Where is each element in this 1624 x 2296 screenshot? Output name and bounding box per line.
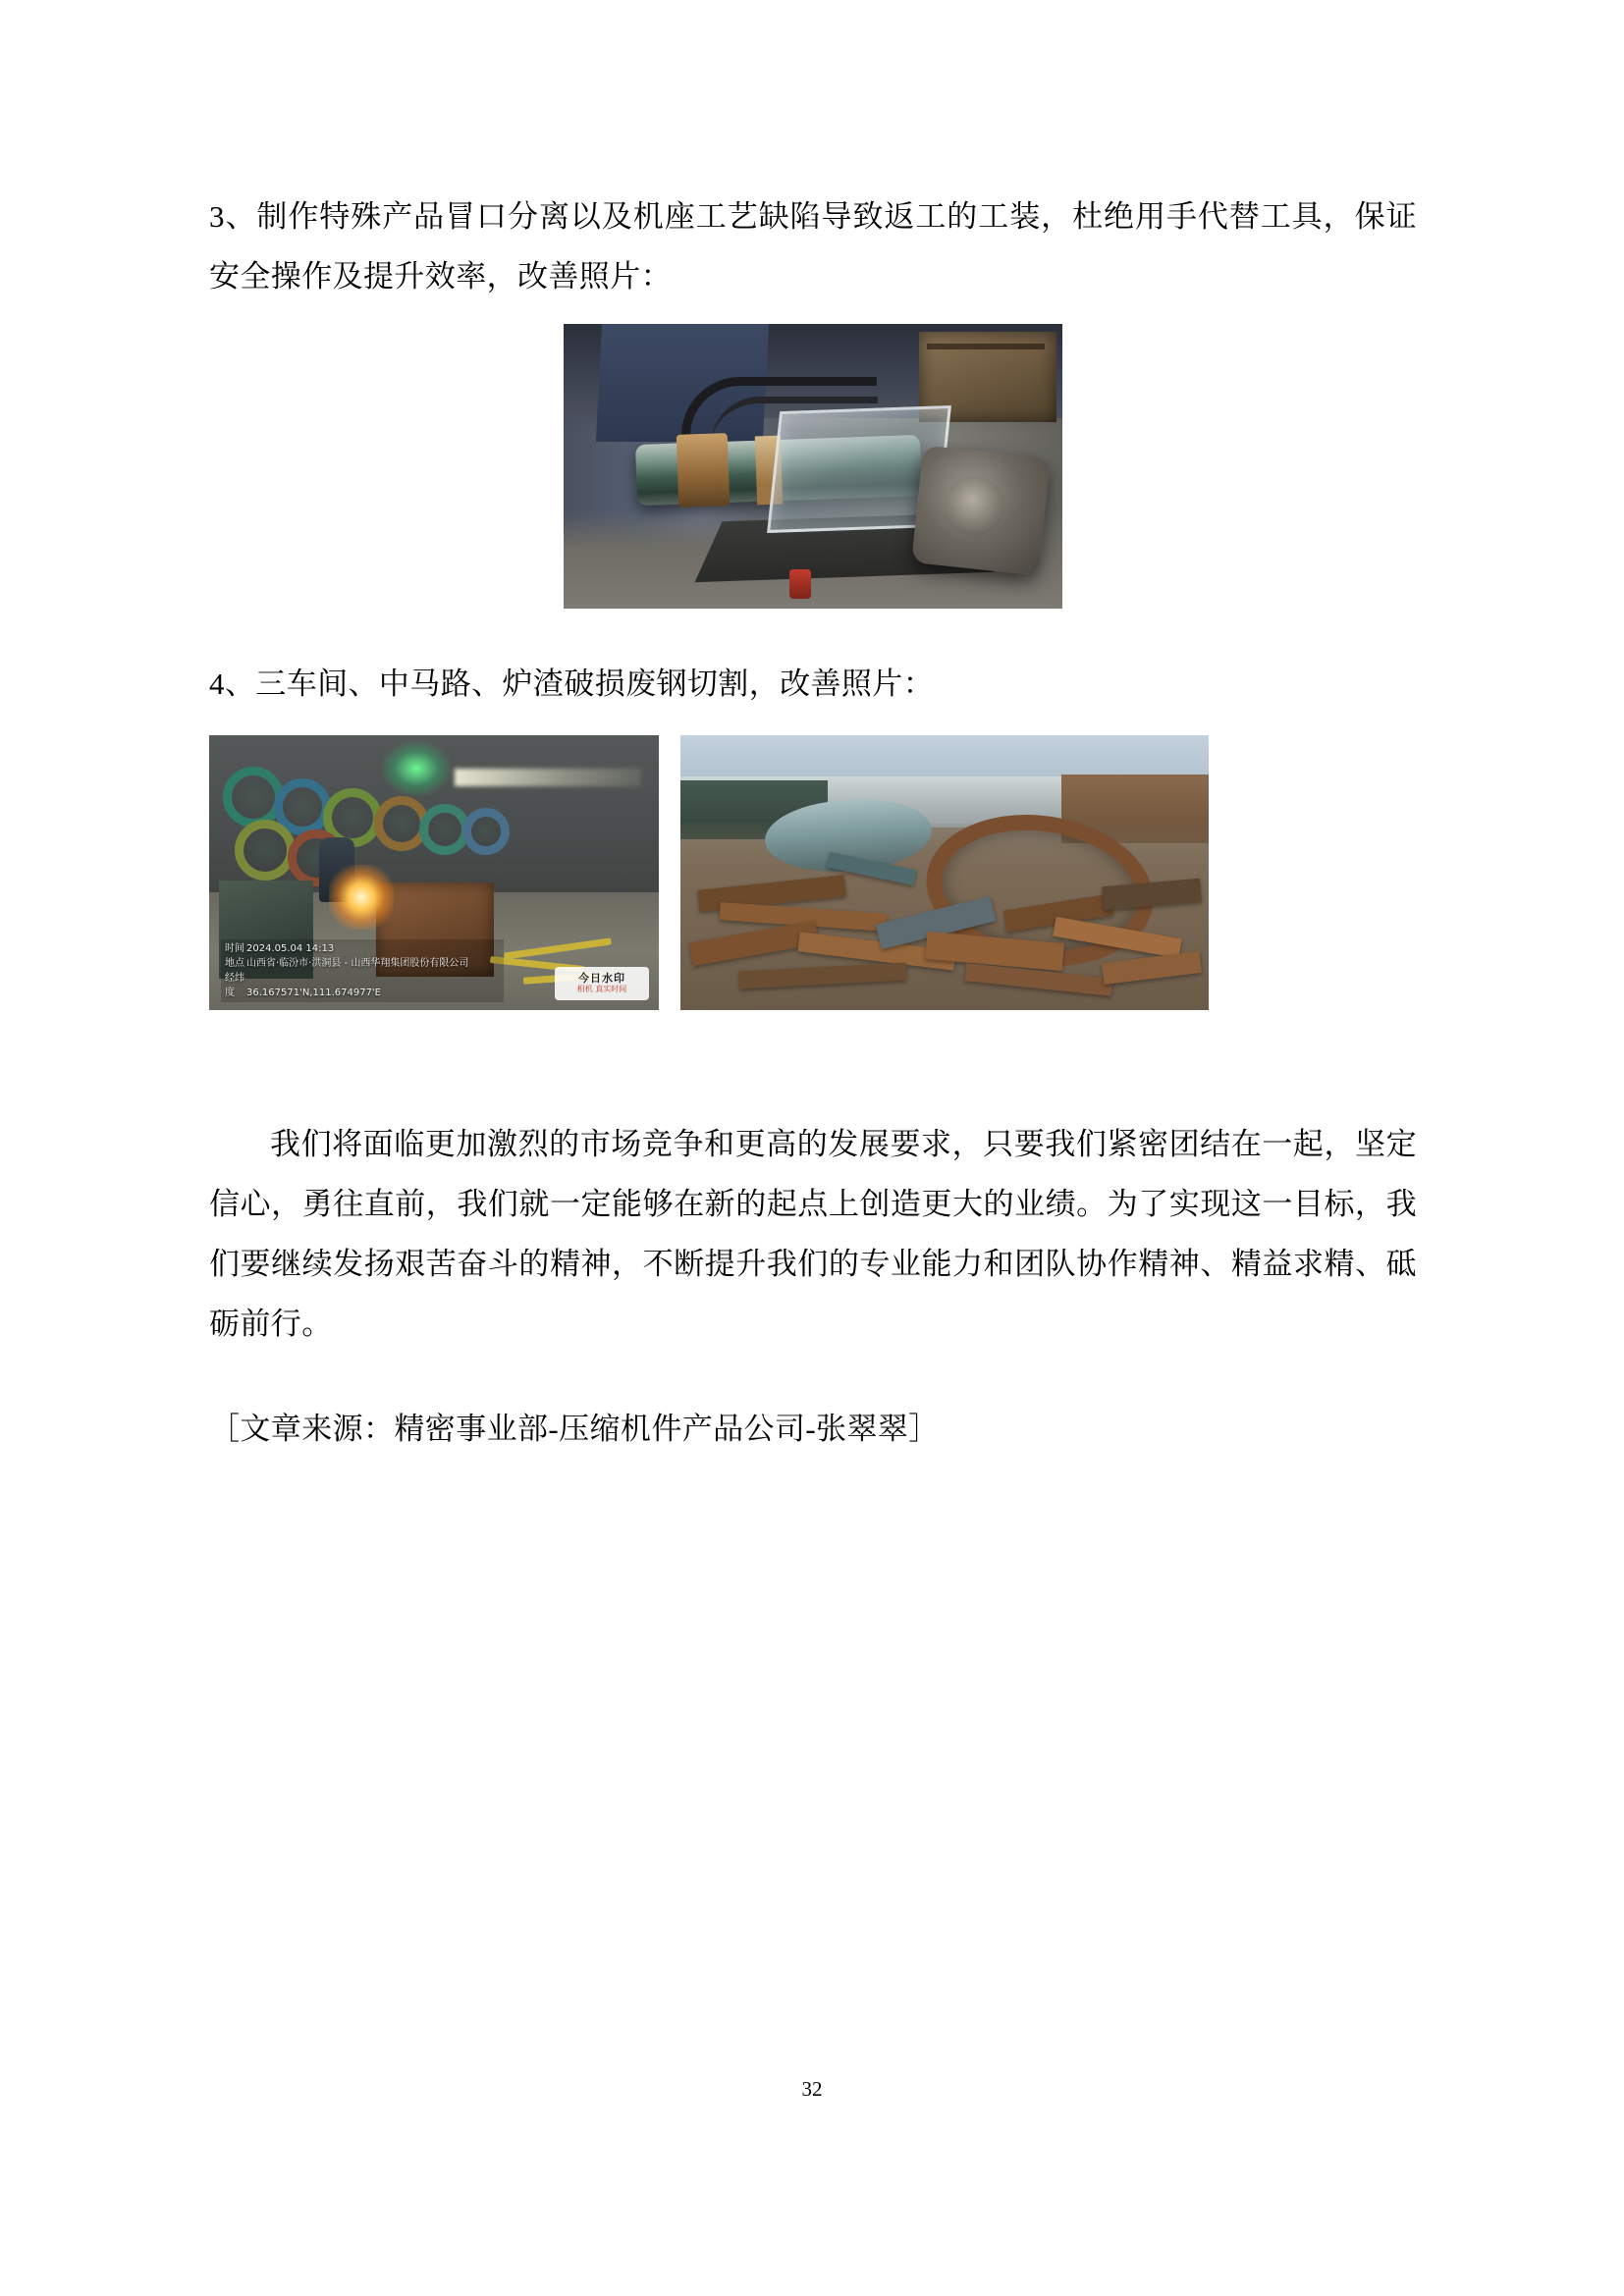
overlay-time-value: 2024.05.04 14:13 [246, 943, 335, 954]
badge-subtitle: 相机 真实时间 [576, 985, 627, 993]
overlay-time-label: 时间 [225, 943, 244, 954]
photo2-watermark-overlay [221, 939, 504, 1002]
photo2-watermark-badge [555, 967, 649, 1000]
photo1-motor-assembly [911, 446, 1051, 576]
paragraph-item-3: 3、制作特殊产品冒口分离以及机座工艺缺陷导致返工的工装，杜绝用手代替工具，保证安全操作及提升效率，改善照片： [209, 199, 1417, 294]
overlay-coord-label: 经纬度 [225, 973, 244, 998]
paragraph-source: ［文章来源：精密事业部-压缩机件产品公司-张翠翠］ [209, 1412, 940, 1446]
photo1-red-object [789, 569, 811, 599]
figure-1-photo [564, 324, 1062, 609]
photo1-cylinder-band [677, 433, 731, 507]
page-content [209, 187, 1417, 1459]
overlay-place-label: 地点 [225, 958, 244, 969]
photo2-cutting-sparks [329, 865, 394, 930]
paragraph-closing: 我们将面临更加激烈的市场竞争和更高的发展要求，只要我们紧密团结在一起，坚定信心，勇往直前，我们就一定能够在新的起点上创造更大的业绩。为了实现这一目标，我们要继续发扬艰苦奋斗的精神，不断提升我们的专业能力和团队协作精神、精益求精、砥砺前行。 [209, 1127, 1417, 1341]
paragraph-item-4: 4、三车间、中马路、炉渣破损废钢切割，改善照片： [209, 667, 935, 701]
figure-1-container [209, 324, 1417, 609]
overlay-place-value: 山西省·临汾市·洪洞县 - 山西华翔集团股份有限公司 [246, 958, 469, 969]
photo2-green-light [382, 741, 451, 796]
badge-title: 今日水印 [578, 972, 625, 985]
photo2-wall-ring [462, 808, 510, 855]
page-number: 32 [801, 2077, 823, 2101]
figure-row-container [209, 735, 1417, 1010]
figure-3-photo [680, 735, 1209, 1010]
photo2-wall-ring [235, 820, 296, 881]
overlay-coord-value: 36.167571'N,111.674977'E [246, 988, 381, 998]
figure-2-photo [209, 735, 659, 1010]
photo2-ceiling-lights [455, 769, 641, 786]
